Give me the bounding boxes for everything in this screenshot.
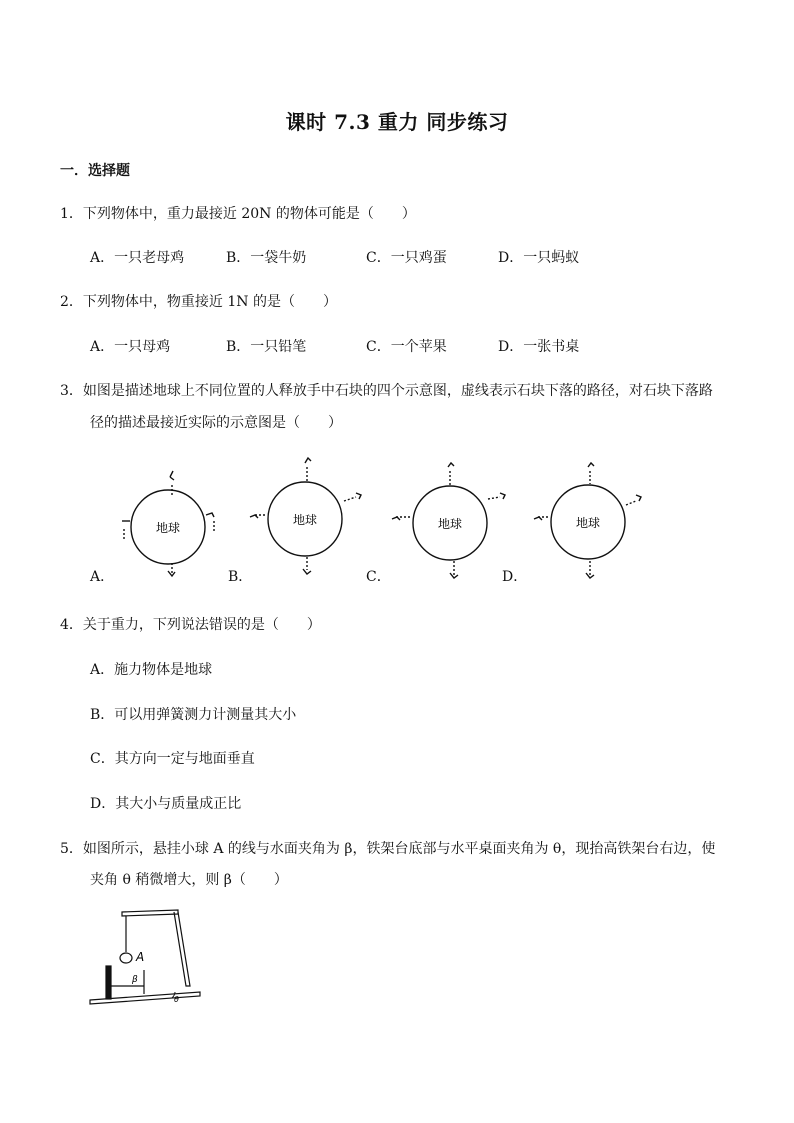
q1-option-c[interactable]: C．一只鸡蛋 — [366, 250, 447, 266]
question-1-stem: 1．下列物体中，重力最接近 20N 的物体可能是（ ） — [60, 206, 416, 222]
q1-option-a[interactable]: A．一只老母鸡 — [90, 250, 185, 266]
question-2-stem: 2．下列物体中，物重接近 1N 的是（ ） — [60, 294, 337, 310]
q4-option-a[interactable]: A．施力物体是地球 — [90, 662, 213, 678]
earth-label-d: 地球 — [575, 516, 601, 530]
q2-option-b[interactable]: B．一只铅笔 — [226, 339, 307, 355]
question-5-stem-line2: 夹角 θ 稍微增大，则 β（ ） — [90, 872, 288, 888]
q2-option-c[interactable]: C．一个苹果 — [366, 339, 447, 355]
section-heading: 一．选择题 — [60, 163, 130, 179]
q1-option-d[interactable]: D．一只蚂蚁 — [498, 250, 580, 266]
question-4-stem: 4．关于重力，下列说法错误的是（ ） — [60, 617, 321, 633]
earth-label-b: 地球 — [292, 513, 318, 527]
question-3-stem-line1: 3．如图是描述地球上不同位置的人释放手中石块的四个示意图，虚线表示石块下落的路径，对石块下落路 — [60, 383, 713, 399]
page-title: 课时 7.3 重力 同步练习 — [285, 110, 509, 134]
beta-label: β — [132, 975, 138, 985]
q2-option-d[interactable]: D．一张书桌 — [498, 339, 580, 355]
q4-option-d[interactable]: D．其大小与质量成正比 — [90, 796, 242, 812]
iron-stand-figure — [86, 908, 206, 1008]
q2-option-a[interactable]: A．一只母鸡 — [90, 339, 171, 355]
theta-label: θ — [174, 995, 179, 1004]
q4-option-b[interactable]: B．可以用弹簧测力计测量其大小 — [90, 707, 297, 723]
q3-option-a[interactable]: A． — [90, 569, 115, 585]
q3-option-b[interactable]: B． — [228, 569, 253, 585]
q3-option-c[interactable]: C． — [366, 569, 391, 585]
ball-label: A — [136, 950, 145, 964]
question-3-stem-line2: 径的描述最接近实际的示意图是（ ） — [90, 415, 342, 431]
q4-option-c[interactable]: C．其方向一定与地面垂直 — [90, 751, 255, 767]
q1-option-b[interactable]: B．一袋牛奶 — [226, 250, 307, 266]
earth-label-a: 地球 — [155, 521, 181, 535]
question-5-stem-line1: 5．如图所示，悬挂小球 A 的线与水面夹角为 β，铁架台底部与水平桌面夹角为 θ，现抬高铁架台右边，使 — [60, 841, 716, 857]
earth-label-c: 地球 — [437, 517, 463, 531]
q3-option-d[interactable]: D． — [502, 569, 528, 585]
